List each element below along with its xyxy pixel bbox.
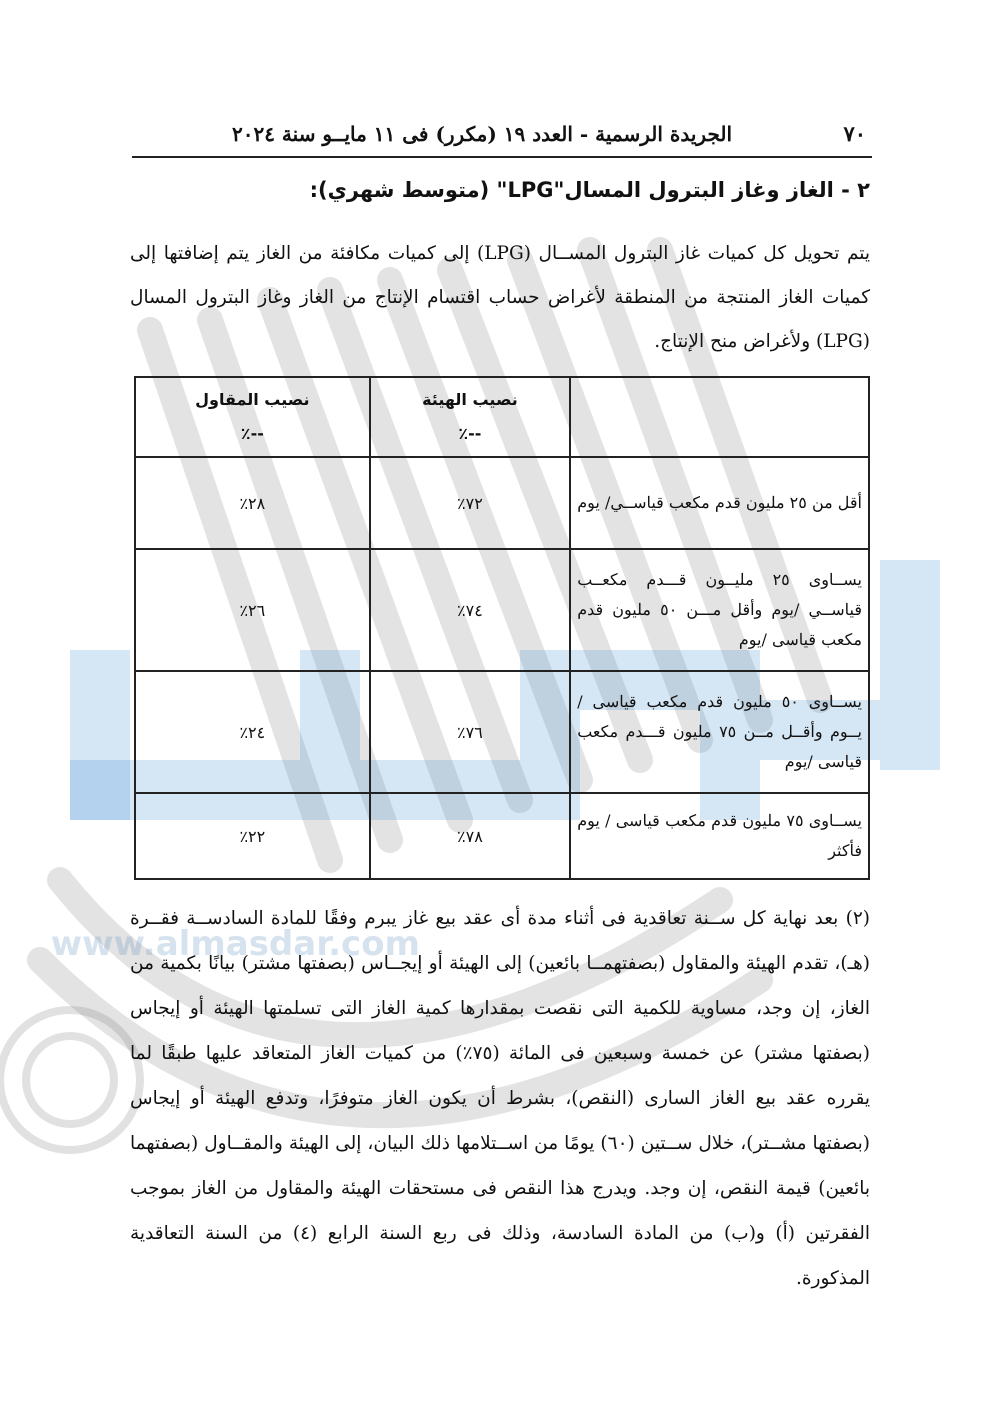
contractor-share-label: نصيب المقاول [195,390,310,409]
table-row [135,671,869,793]
contractor-share-value: ٢٨٪ [135,457,370,549]
header-cell-description [570,377,869,457]
production-sharing-table [134,376,870,880]
row-description: أقل من ٢٥ مليون قدم مكعب قياســي/ يوم [570,457,869,549]
svg-text:www.almasdar.com: www.almasdar.com [50,924,420,964]
header-cell-contractor [135,377,370,457]
authority-share-placeholder: --٪ [458,424,482,443]
row-description: يســاوى ٢٥ مليــون قـــدم مكعــب قياســي /يوم وأقل مـــن ٥٠ مليون قدم مكعب قياسى /يوم [570,549,869,671]
contractor-share-value: ٢٢٪ [135,793,370,879]
intro-paragraph: يتم تحويل كل كميات غاز البترول المســال (LPG) إلى كميات مكافئة من الغاز يتم إضافتها إلى كميات الغاز المنتجة من المنطقة لأغراض حساب اقتسام الإنتاج من الغاز وغاز البترول المسال (LPG) ولأغراض منح الإنتاج. [130,243,870,352]
contractor-share-placeholder: --٪ [240,424,264,443]
page-number: ٧٠ [843,121,866,146]
header-cell-authority [370,377,571,457]
authority-share-label: نصيب الهيئة [422,390,518,409]
contractor-share-value: ٢٤٪ [135,671,370,793]
clause-text: بعد نهاية كل ســنة تعاقدية فى أثناء مدة أى عقد بيع غاز يبرم وفقًا للمادة السادســة فقــرة (هـ)، تقدم الهيئة والمقاول (بصفتهمــا بائعين) إلى الهيئة أو إيجــاس (بصفتها مشتر) بيانًا بكمية من الغاز، إن وجد، مساوية للكمية التى نقصت بمقدارها كمية الغاز التى تسلمتها الهيئة أو إيجاس (بصفتها مشتر) عن خمسة وسبعين فى المائة (٧٥٪) من كميات الغاز المتعاقد عليها طبقًا لما يقرره عقد بيع الغاز السارى (النقص)، بشرط أن يكون الغاز متوفرًا، وتدفع الهيئة أو إيجاس (بصفتها مشــتر)، خلال ســتين (٦٠) يومًا من اســتلامها ذلك البيان، إلى الهيئة والمقــاول (بصفتهما بائعين) قيمة النقص، إن وجد. ويدرج هذا النقص فى مستحقات الهيئة والمقاول من الغاز بموجب الفقرتين (أ) و(ب) من المادة السادسة، وذلك فى ربع السنة الرابع (٤) من السنة التعاقدية المذكورة. [130,908,870,1289]
authority-share-value: ٧٤٪ [370,549,571,671]
authority-share-value: ٧٦٪ [370,671,571,793]
contractor-share-value: ٢٦٪ [135,549,370,671]
row-description: يســاوى ٥٠ مليون قدم مكعب قياسى / يــوم وأقــل مــن ٧٥ مليون قـــدم مكعب قياسى /يوم [570,671,869,793]
authority-share-value: ٧٨٪ [370,793,571,879]
section-heading: ٢ - الغاز وغاز البترول المسال"LPG" (متوسط شهري): [309,178,870,202]
table-header-row [135,377,869,457]
page-header [132,112,872,158]
table-row [135,457,869,549]
gazette-title: الجريدة الرسمية - العدد ١٩ (مكرر) فى ١١ مايــو سنة ٢٠٢٤ [232,122,733,146]
clause-number: (٢) [845,908,870,929]
authority-share-value: ٧٢٪ [370,457,571,549]
clause-paragraph [130,896,870,1301]
table-row [135,549,869,671]
row-description: يســاوى ٧٥ مليون قدم مكعب قياسى / يوم فأكثر [570,793,869,879]
table-row [135,793,869,879]
